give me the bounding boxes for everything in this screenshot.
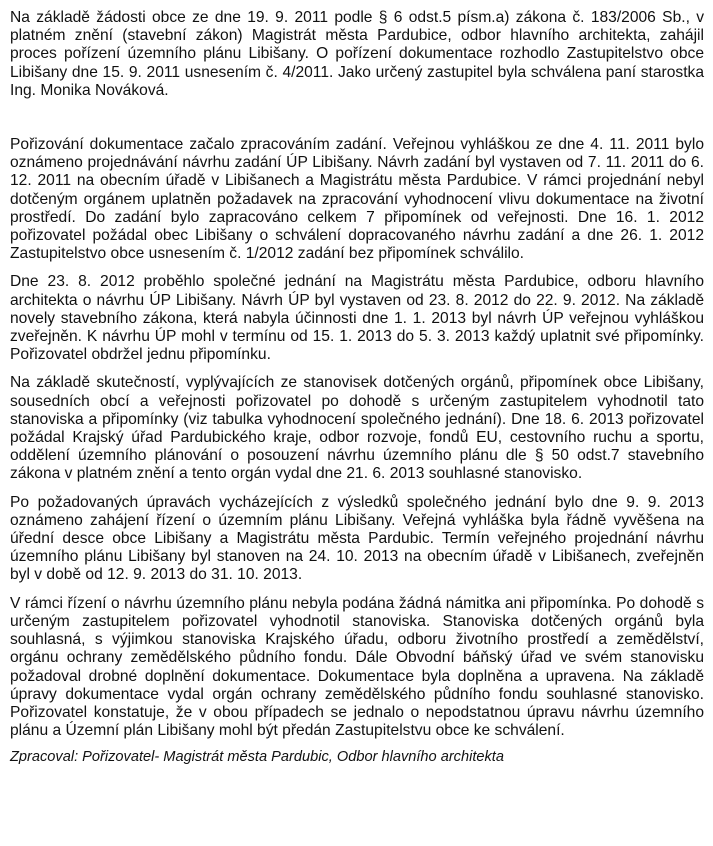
document-footer: Zpracoval: Pořizovatel- Magistrát města Pardubic, Odbor hlavního architekta: [10, 749, 504, 766]
paragraph-proceedings: Po požadovaných úpravách vycházejících z výsledků společného jednání bylo dne 9. 9. 2013 oznámeno zahájení řízení o územním plánu Libišany. Veřejná vyhláška byla řádně vyvěšena na úřední desce obce Libišany a Magistrátu města Pardubic. Termín veřejného projednání návrhu územního plánu Libišany byl stanoven na 24. 10. 2013 na obecním úřadě v Libišanech, zveřejněn byl v době od 12. 9. 2013 do 31. 10. 2013.: [10, 493, 704, 584]
paragraph-conclusion: V rámci řízení o návrhu územního plánu nebyla podána žádná námitka ani připomínka. Po dohodě s určeným zastupitelem pořizovatel vyhodnotil stanoviska. Stanoviska dotčených orgánů byla souhlasná, s výjimkou stanoviska Krajského úřadu, odboru životního prostředí a zemědělství, orgánu ochrany zemědělského půdního fondu. Dále Obvodní báňský úřad ve svém stanovisku požadoval drobné doplnění dokumentace. Dokumentace byla doplněna a upravena. Na základě úpravy dokumentace vydal orgán ochrany zemědělského půdního fondu souhlasné stanovisko. Pořizovatel konstatuje, že v obou případech se jednalo o nepodstatnou úpravu návrhu územního plánu a Územní plán Libišany mohl být předán Zastupitelstvu obce ke schválení.: [10, 594, 704, 740]
paragraph-evaluation: Na základě skutečností, vyplývajících ze stanovisek dotčených orgánů, připomínek obce Libišany, sousedních obcí a veřejnosti pořizovatel po dohodě s určeným zastupitelem vyhodnotil tato stanoviska a připomínky (viz tabulka vyhodnocení společného jednání). Dne 18. 6. 2013 pořizovatel požádal Krajský úřad Pardubického kraje, odbor rozvoje, fondů EU, cestovního ruchu a sportu, oddělení územního plánování o posouzení návrhu územního plánu dle § 50 odst.7 stavebního zákona v platném znění a tento orgán vydal dne 21. 6. 2013 souhlasné stanovisko.: [10, 374, 704, 483]
document-page: [10, 9, 704, 767]
paragraph-initiation: Na základě žádosti obce ze dne 19. 9. 2011 podle § 6 odst.5 písm.a) zákona č. 183/2006 Sb., v platném znění (stavební zákon) Magistrát města Pardubice, odbor hlavního architekta, zahájil proces pořízení územního plánu Libišany. O pořízení dokumentace rozhodlo Zastupitelstvo obce Libišany dne 15. 9. 2011 usnesením č. 4/2011. Jako určený zastupitel byla schválena paní starostka Ing. Monika Nováková.: [10, 9, 704, 99]
paragraph-joint-meeting: Dne 23. 8. 2012 proběhlo společné jednání na Magistrátu města Pardubice, odboru hlavního architekta o návrhu ÚP Libišany. Návrh ÚP byl vystaven od 23. 8. 2012 do 22. 9. 2012. Na základě novely stavebního zákona, která nabyla účinnosti dne 1. 1. 2013 byl návrh ÚP veřejnou vyhláškou zveřejněn. K návrhu ÚP mohl v termínu od 15. 1. 2013 do 5. 3. 2013 každý uplatnit své připomínky. Pořizovatel obdržel jednu připomínku.: [10, 273, 704, 364]
paragraph-assignment: Pořizování dokumentace začalo zpracováním zadání. Veřejnou vyhláškou ze dne 4. 11. 2011 bylo oznámeno projednávání návrhu zadání ÚP Libišany. Návrh zadání byl vystaven od 7. 11. 2011 do 6. 12. 2011 na obecním úřadě v Libišanech a Magistrátu města Pardubice. V rámci projednání nebyl dotčeným orgánem uplatněn požadavek na zpracování vyhodnocení vlivu dokumentace na životní prostředí. Do zadání bylo zapracováno celkem 7 připomínek od veřejnosti. Dne 16. 1. 2012 pořizovatel požádal obec Libišany o schválení dopracovaného návrhu zadání a dne 26. 1. 2012 Zastupitelstvo obce usnesením č. 1/2012 zadání bez připomínek schválilo.: [10, 136, 704, 263]
